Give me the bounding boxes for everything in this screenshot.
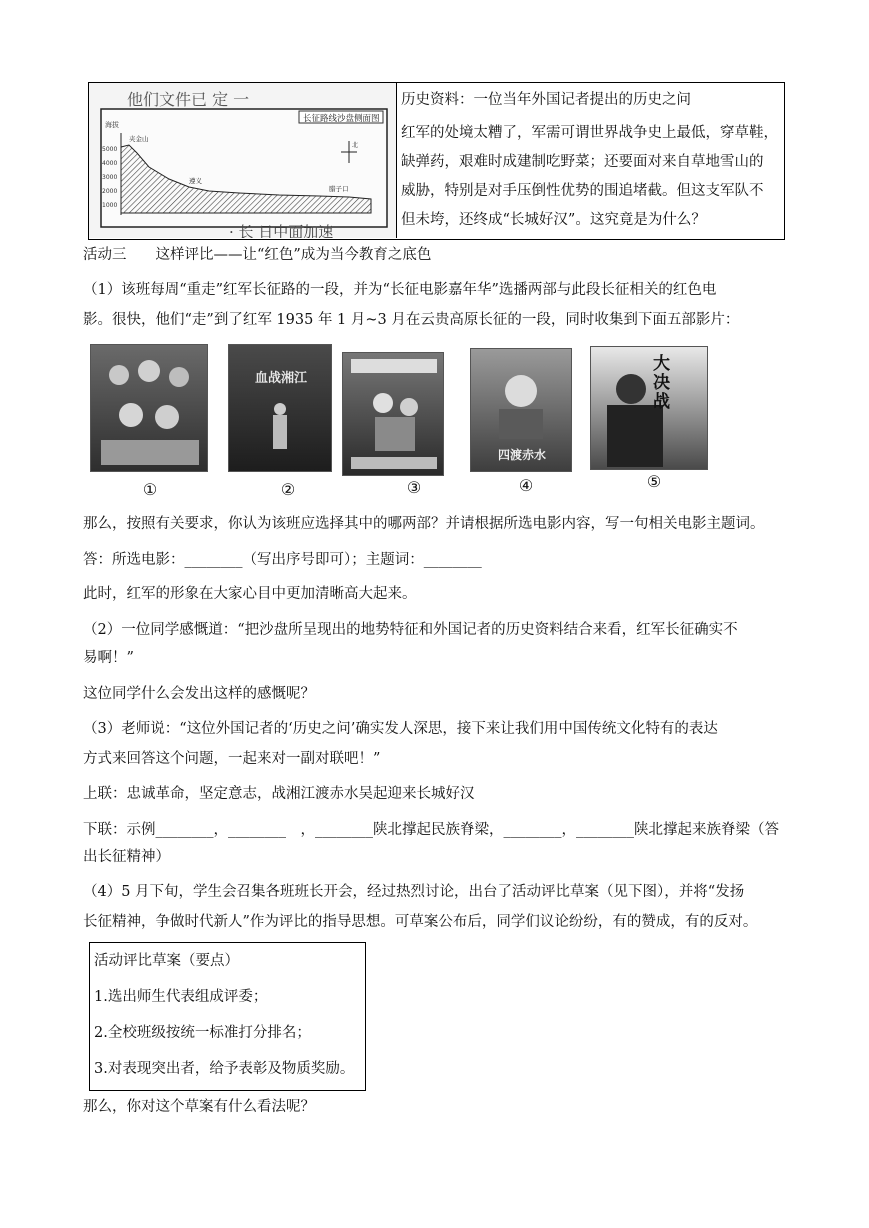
- poster-number: ③: [406, 478, 422, 497]
- q3-line2: 方式来回答这个问题，一起来对一副对联吧！”: [83, 751, 381, 767]
- q1-answer: 答：所选电影：________（写出序号即可）；主题词：________: [83, 552, 482, 568]
- q1-line1: （1）该班每周“重走”红军长征路的一段，并为“长征电影嘉年华”选播两部与此段长征相关的红色电: [83, 282, 717, 298]
- blurred-heading-text: 他们文件已 定 一: [127, 90, 250, 109]
- draft-plan-item: 3.对表现突出者，给予表彰及物质奖励。: [94, 1061, 355, 1077]
- q3-upper: 上联：忠诚革命，坚定意志，战湘江渡赤水吴起迎来长城好汉: [83, 786, 475, 802]
- y-tick: 5000: [102, 146, 118, 153]
- poster-title: 大决战: [653, 354, 670, 412]
- y-tick: 3000: [102, 174, 118, 181]
- history-line: 红军的处境太糟了，军需可谓世界战争史上最低，穿草鞋，: [401, 125, 778, 141]
- poster-number: ④: [518, 476, 534, 495]
- history-line: 威胁，特别是对手压倒性优势的围追堵截。但这支军队不: [401, 183, 764, 199]
- history-material: [399, 83, 783, 235]
- draft-plan-item: 1.选出师生代表组成评委；: [94, 989, 268, 1005]
- point-label: 遵义: [189, 177, 202, 185]
- q4-question: 那么，你对这个草案有什么看法呢？: [83, 1099, 315, 1115]
- poster-title: 血战湘江: [254, 371, 307, 386]
- history-line: 但未垮，还终成“长城好汉”。这究竟是为什么？: [401, 212, 706, 228]
- blurred-footer-text: · 长 日中面加速: [229, 223, 334, 238]
- sandbox-caption: 长征路线沙盘侧面图: [303, 114, 380, 124]
- q2-question: 这位同学什么会发出这样的感慨呢？: [83, 686, 315, 702]
- poster-5: [590, 346, 708, 470]
- draft-plan-box: [89, 942, 366, 1091]
- q3-line1: （3）老师说：“这位外国记者的‘历史之问’确实发人深思，接下来让我们用中国传统文化特有的表达: [83, 721, 718, 737]
- poster-number: ②: [280, 480, 296, 499]
- poster-title: 四渡赤水: [497, 448, 546, 462]
- q2-line2: 易啊！”: [83, 650, 134, 666]
- q4-line2: 长征精神，争做时代新人”作为评比的指导思想。可草案公布后，同学们议论纷纷，有的赞成，有的反对。: [83, 914, 758, 930]
- draft-plan-title: 活动评比草案（要点）: [94, 953, 239, 969]
- y-axis-label: 海拔: [105, 121, 119, 129]
- q1-after: 此时，红军的形象在大家心目中更加清晰高大起来。: [83, 586, 417, 602]
- poster-number: ①: [142, 480, 158, 499]
- poster-3: [342, 352, 444, 476]
- history-line: 缺弹药，艰难时成建制吃野菜；还要面对来自草地雪山的: [401, 154, 764, 170]
- q4-line1: （4）5 月下旬，学生会召集各班班长开会，经过热烈讨论，出台了活动评比草案（见下图），并将“发扬: [83, 884, 745, 900]
- q3-lower-line2: 出长征精神）: [83, 849, 170, 865]
- poster-4: [470, 348, 572, 472]
- q1-question: 那么，按照有关要求，你认为该班应选择其中的哪两部？并请根据所选电影内容，写一句相关电影主题词。: [83, 516, 765, 532]
- point-label: 腊子口: [329, 185, 349, 193]
- activity-title: 活动三 这样评比——让“红色”成为当今教育之底色: [83, 247, 432, 263]
- point-label: 夹金山: [129, 135, 149, 143]
- q2-line1: （2）一位同学感慨道：“把沙盘所呈现出的地势特征和外国记者的历史资料结合来看，红军长征确实不: [83, 622, 738, 638]
- y-tick: 2000: [102, 188, 118, 195]
- y-tick: 1000: [102, 202, 118, 209]
- draft-plan-item: 2.全校班级按统一标准打分排名；: [94, 1025, 311, 1041]
- history-table: [88, 82, 785, 240]
- sandbox-terrain-chart: [89, 83, 397, 238]
- poster-number: ⑤: [646, 472, 662, 491]
- svg-text:北: 北: [352, 142, 359, 149]
- history-material-title: 历史资料：一位当年外国记者提出的历史之问: [401, 92, 691, 108]
- sandbox-figure: [89, 83, 397, 238]
- y-tick: 4000: [102, 160, 118, 167]
- q3-lower-line1: 下联：示例________，________ ，________陕北撑起民族脊梁，________，________陕北撑起来族脊梁（答: [83, 822, 779, 838]
- film-posters: [80, 344, 710, 504]
- poster-1: [90, 344, 208, 472]
- q1-line2: 影。很快，他们“走”到了红军 1935 年 1 月~3 月在云贵高原长征的一段，同时收集到下面五部影片：: [83, 312, 740, 328]
- poster-2: [228, 344, 332, 472]
